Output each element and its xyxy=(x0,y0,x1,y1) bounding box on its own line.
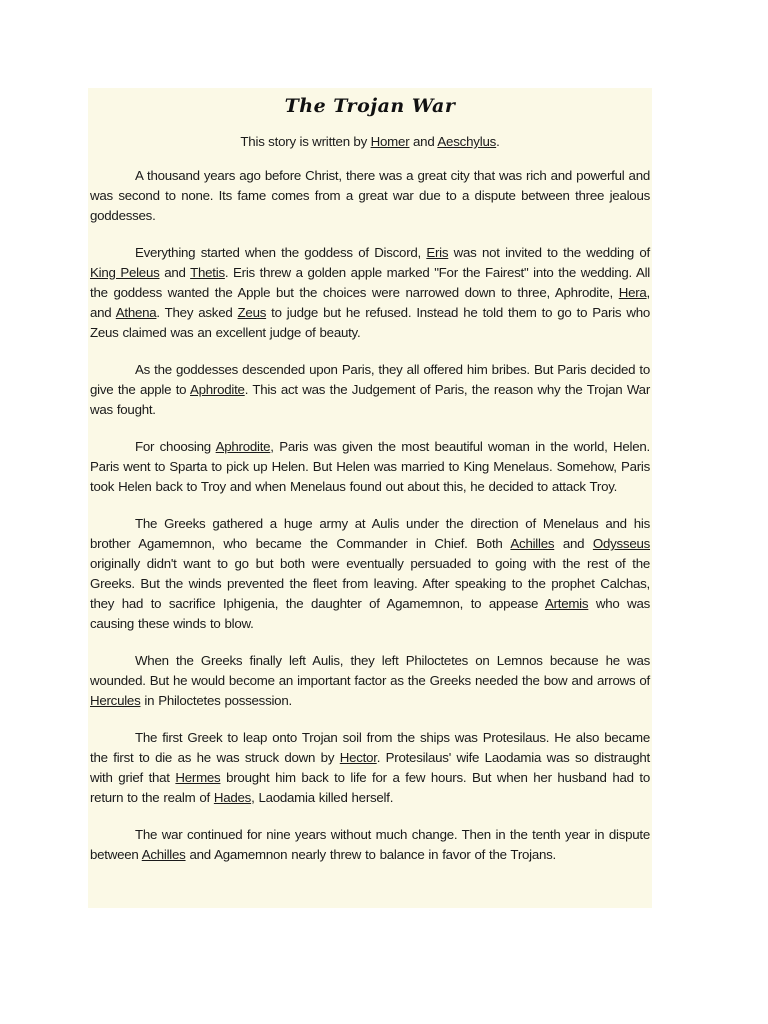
text: As the goddesses descended upon Paris, they all offered him bribes. But Paris decided to give the apple to xyxy=(90,362,650,397)
text: The war continued for nine years without much change. Then in the tenth year in dispute between xyxy=(90,827,650,862)
document-page xyxy=(88,88,652,908)
link-homer[interactable]: Homer xyxy=(370,134,410,149)
link-aphrodite[interactable]: Aphrodite xyxy=(215,439,271,454)
link-thetis[interactable]: Thetis xyxy=(190,265,225,280)
text: who was causing these winds to blow. xyxy=(90,596,650,631)
text: . This act was the Judgement of Paris, the reason why the Trojan War was fought. xyxy=(90,382,650,417)
paragraph-5 xyxy=(90,514,650,634)
page-title: The Trojan War xyxy=(284,95,456,117)
link-zeus[interactable]: Zeus xyxy=(237,305,267,320)
text: The Greeks gathered a huge army at Aulis under the direction of Menelaus and his brother Agamemnon, who became the Commander in Chief. Both xyxy=(90,516,650,551)
link-achilles[interactable]: Achilles xyxy=(510,536,555,551)
link-hades[interactable]: Hades xyxy=(213,790,252,805)
link-aeschylus[interactable]: Aeschylus xyxy=(437,134,497,149)
text: Everything started when the goddess of Discord, xyxy=(135,245,427,260)
text: . They asked xyxy=(156,305,238,320)
link-athena[interactable]: Athena xyxy=(115,305,157,320)
text: The first Greek to leap onto Trojan soil from the ships was Protesilaus. He also became the first to die as he was struck down by xyxy=(90,730,650,765)
text: , Laodamia killed herself. xyxy=(251,790,394,805)
text: For choosing xyxy=(135,439,216,454)
link-hercules[interactable]: Hercules xyxy=(90,693,141,708)
text: When the Greeks finally left Aulis, they left Philoctetes on Lemnos because he was wounded. But he would become an important factor as the Greeks needed the bow and arrows of xyxy=(90,653,650,688)
byline xyxy=(90,132,650,152)
paragraph-4 xyxy=(90,437,650,497)
link-king-peleus[interactable]: King Peleus xyxy=(90,265,160,280)
text: was not invited to the wedding of xyxy=(448,245,651,260)
byline-text: . xyxy=(496,134,500,149)
text: brought him back to life for a few hours. But when her husband had to return to the realm of xyxy=(90,770,650,805)
text: and xyxy=(159,265,191,280)
text: . Protesilaus' wife Laodamia was so distraught with grief that xyxy=(90,750,650,785)
text: to judge but he refused. Instead he told them to go to Paris who Zeus claimed was an excellent judge of beauty. xyxy=(90,305,650,340)
paragraph-8 xyxy=(90,825,650,865)
paragraph-7 xyxy=(90,728,650,808)
text: and xyxy=(554,536,593,551)
link-hermes[interactable]: Hermes xyxy=(175,770,221,785)
text: . Eris threw a golden apple marked "For the Fairest" into the wedding. All the goddess wanted the Apple but the choices were narrowed down to three, Aphrodite, xyxy=(90,265,650,300)
text: , Paris was given the most beautiful woman in the world, Helen. Paris went to Sparta to pick up Helen. But Helen was married to King Menelaus. Somehow, Paris took Helen back to Troy and when Menelaus found out about this, he decided to attack Troy. xyxy=(90,439,650,494)
paragraph-2 xyxy=(90,243,650,343)
paragraph-3 xyxy=(90,360,650,420)
byline-text: This story is written by xyxy=(240,134,371,149)
paragraph-6 xyxy=(90,651,650,711)
text: in Philoctetes possession. xyxy=(140,693,292,708)
byline-text: and xyxy=(409,134,438,149)
link-hector[interactable]: Hector xyxy=(339,750,377,765)
text: and Agamemnon nearly threw to balance in favor of the Trojans. xyxy=(185,847,556,862)
link-achilles[interactable]: Achilles xyxy=(141,847,186,862)
link-artemis[interactable]: Artemis xyxy=(544,596,589,611)
link-hera[interactable]: Hera xyxy=(618,285,647,300)
text: , and xyxy=(90,285,650,320)
link-odysseus[interactable]: Odysseus xyxy=(592,536,651,551)
link-aphrodite[interactable]: Aphrodite xyxy=(190,382,245,397)
link-eris[interactable]: Eris xyxy=(426,245,449,260)
text: originally didn't want to go but both were eventually persuaded to going with the rest of the Greeks. But the winds prevented the fleet from leaving. After speaking to the prophet Calchas, they had to sacrifice Iphigenia, the daughter of Agamemnon, to appease xyxy=(90,556,650,611)
paragraph-1: A thousand years ago before Christ, there was a great city that was rich and powerful and was second to none. Its fame comes from a great war due to a dispute between three jealous goddesses. xyxy=(90,168,650,223)
